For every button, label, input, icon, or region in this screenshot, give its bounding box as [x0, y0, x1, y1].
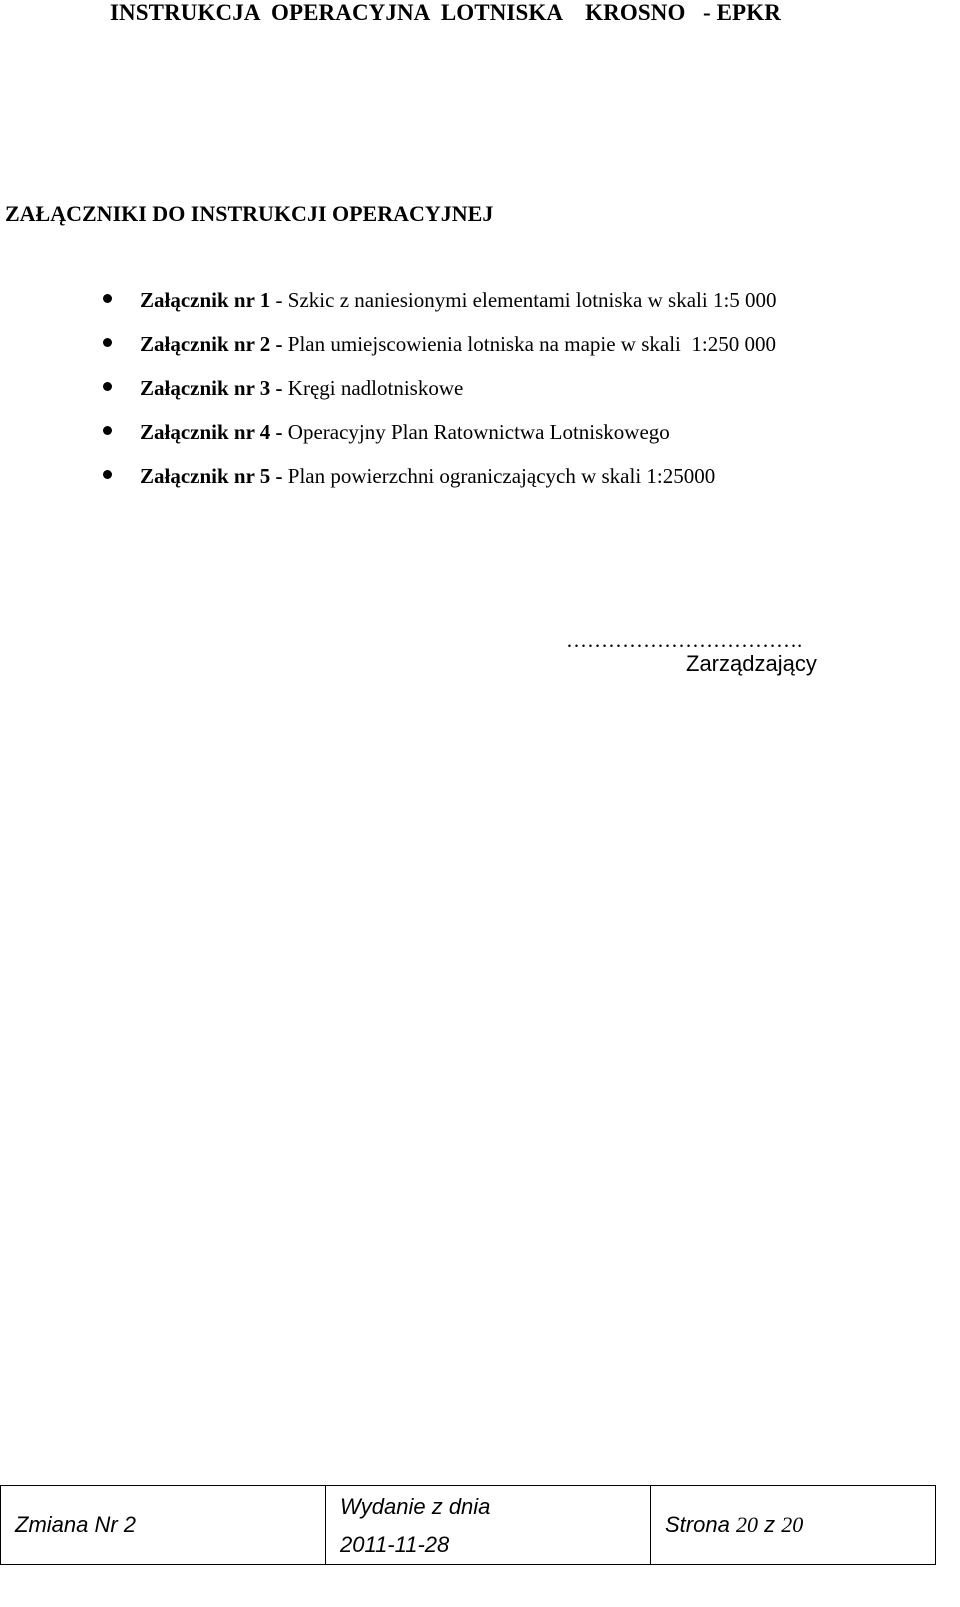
- list-item: [0, 329, 960, 373]
- signature-role: Zarządzający: [686, 651, 817, 676]
- document-header: INSTRUKCJA OPERACYJNA LOTNISKA KROSNO - EPKR: [110, 0, 781, 25]
- page-of: z: [764, 1512, 776, 1537]
- annex-description: Szkic z naniesionymi elementami lotniska w skali 1:5 000: [287, 288, 777, 312]
- bullet-icon: [103, 338, 112, 347]
- annex-entry: [140, 461, 715, 491]
- change-number: Zmiana Nr 2: [15, 1512, 137, 1537]
- bullet-icon: [103, 294, 112, 303]
- page-label: Strona: [665, 1512, 730, 1537]
- annex-label: Załącznik nr 3: [140, 376, 271, 400]
- signature-line: …………………………….: [566, 628, 803, 652]
- annex-entry: [140, 373, 463, 403]
- annex-entry: [140, 329, 776, 359]
- section-title: ZAŁĄCZNIKI DO INSTRUKCJI OPERACYJNEJ: [5, 201, 494, 226]
- annex-separator: -: [270, 464, 288, 488]
- annex-description: Kręgi nadlotniskowe: [287, 376, 464, 400]
- page-total: 20: [781, 1512, 804, 1537]
- annex-separator: -: [270, 332, 288, 356]
- annex-list: [0, 285, 960, 505]
- footer-page-cell: [651, 1486, 936, 1565]
- annex-description: Operacyjny Plan Ratownictwa Lotniskowego: [287, 420, 670, 444]
- annex-label: Załącznik nr 1: [140, 288, 271, 312]
- annex-description: Plan umiejscowienia lotniska na mapie w skali 1:250 000: [287, 332, 776, 356]
- edition-date: 2011-11-28: [340, 1532, 450, 1557]
- list-item: [0, 373, 960, 417]
- annex-description: Plan powierzchni ograniczających w skali 1:25000: [287, 464, 716, 488]
- bullet-icon: [103, 470, 112, 479]
- page-current: 20: [735, 1512, 758, 1537]
- list-item: [0, 417, 960, 461]
- footer-change-cell: [1, 1486, 326, 1565]
- annex-separator: -: [270, 288, 288, 312]
- annex-separator: -: [270, 376, 288, 400]
- footer-table: [0, 1485, 936, 1565]
- annex-separator: -: [270, 420, 288, 444]
- bullet-icon: [103, 382, 112, 391]
- bullet-icon: [103, 426, 112, 435]
- footer-edition-cell: [326, 1486, 651, 1565]
- annex-entry: [140, 417, 670, 447]
- annex-label: Załącznik nr 2: [140, 332, 271, 356]
- edition-label: Wydanie z dnia: [340, 1494, 491, 1519]
- annex-label: Załącznik nr 5: [140, 464, 271, 488]
- annex-label: Załącznik nr 4: [140, 420, 271, 444]
- list-item: [0, 285, 960, 329]
- list-item: [0, 461, 960, 505]
- annex-entry: [140, 285, 777, 315]
- table-row: [1, 1486, 936, 1565]
